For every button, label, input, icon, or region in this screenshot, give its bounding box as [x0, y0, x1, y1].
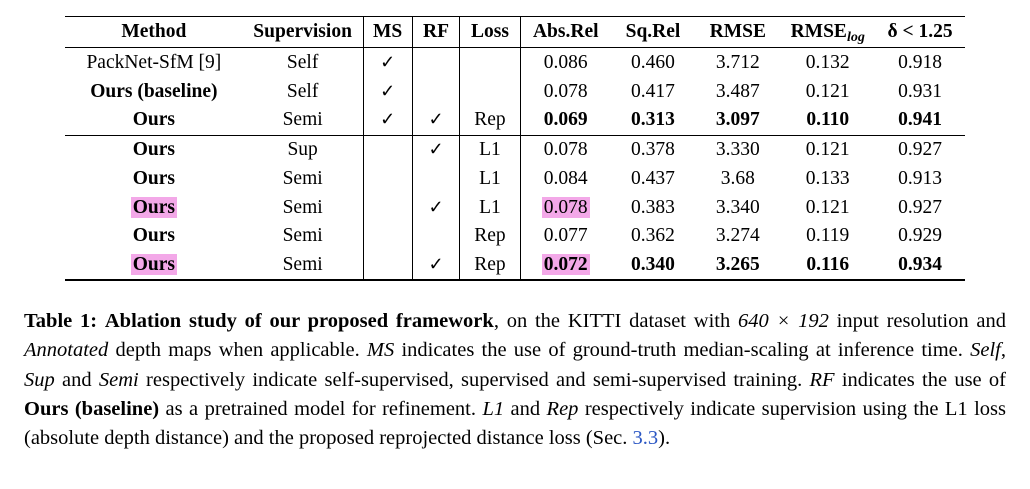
cell-absrel: 0.078	[520, 77, 611, 106]
cell-rmse: 3.487	[715, 80, 760, 102]
cell-loss	[460, 77, 520, 106]
col-header-supervision: Supervision	[243, 17, 363, 48]
caption-label: Table 1:	[24, 310, 98, 333]
cell-rmse-log: 0.110	[806, 109, 850, 131]
cell-supervision: Self	[243, 48, 363, 77]
cell-loss: Rep	[460, 222, 520, 251]
cell-supervision: Semi	[282, 225, 323, 247]
col-header-sqrel: Sq.Rel	[611, 17, 695, 48]
ablation-table-container	[65, 10, 965, 281]
cell-method: Ours	[132, 167, 175, 189]
cell-ms	[363, 193, 412, 222]
ablation-table	[65, 16, 965, 281]
cell-method: PackNet-SfM [9]	[65, 48, 243, 77]
caption-self: Self	[970, 339, 1001, 362]
table-body-group-2	[65, 135, 965, 280]
cell-loss: L1	[460, 193, 520, 222]
caption-and-2: and	[504, 397, 547, 420]
cell-sqrel: 0.313	[631, 109, 675, 131]
cell-loss: Rep	[460, 106, 520, 135]
cell-ms: ✓	[363, 77, 412, 106]
col-header-loss: Loss	[460, 17, 520, 48]
caption-l1-symbol: L1	[482, 397, 505, 420]
col-header-method: Method	[65, 17, 243, 48]
cell-rmse-log: 0.132	[780, 48, 875, 77]
caption-s1: , on the KITTI dataset with	[493, 310, 739, 333]
col-header-rmse-log	[780, 17, 875, 48]
table-header	[65, 17, 965, 48]
cell-method: Ours	[65, 135, 243, 164]
cell-rf	[412, 48, 460, 77]
table-caption	[24, 307, 1006, 453]
cell-absrel	[520, 193, 611, 222]
cell-loss: L1	[460, 164, 520, 193]
cell-delta: 0.934	[875, 251, 965, 281]
cell-delta: 0.918	[875, 48, 965, 77]
cell-absrel: 0.069	[520, 106, 611, 135]
caption-s8: respectively indicate supervision using the L1 loss (absolute depth distance) and the proposed reprojected distance loss (Sec.	[24, 397, 1006, 449]
caption-ms-symbol: MS	[366, 339, 395, 362]
cell-delta: 0.927	[875, 135, 965, 164]
cell-method-highlight: Ours	[132, 196, 175, 218]
cell-rmse-log: 0.133	[805, 167, 850, 189]
cell-rmse: 3.340	[715, 196, 760, 218]
cell-loss: Rep	[460, 251, 520, 281]
caption-title: Ablation study of our proposed framework	[104, 310, 494, 333]
caption-ours-baseline: Ours (baseline)	[24, 397, 160, 420]
table-row	[65, 164, 965, 193]
cell-loss	[460, 48, 520, 77]
cell-rmse: 3.097	[715, 109, 760, 131]
cell-ms	[363, 222, 412, 251]
cell-rmse: 3.68	[720, 167, 755, 189]
cell-absrel-highlight: 0.072	[543, 254, 588, 276]
cell-rmse-log: 0.116	[780, 251, 875, 281]
caption-comma-1: ,	[1000, 339, 1006, 362]
cell-rmse-log: 0.121	[780, 135, 875, 164]
caption-s2: input resolution and	[828, 310, 1006, 333]
cell-delta: 0.929	[898, 225, 942, 247]
cell-method	[65, 193, 243, 222]
cell-rmse-log: 0.121	[805, 196, 850, 218]
caption-s7: as a pretrained model for refinement.	[159, 397, 483, 420]
table-body-group-1	[65, 48, 965, 135]
col-header-rf: RF	[412, 17, 460, 48]
caption-annotated: Annotated	[24, 339, 109, 362]
table-row	[65, 222, 965, 251]
caption-s5: respectively indicate self-supervised, supervised and semi-supervised training.	[138, 368, 810, 391]
cell-supervision: Semi	[282, 167, 323, 189]
rmse-log-subscript: log	[846, 28, 865, 45]
cell-rf: ✓	[412, 251, 460, 281]
cell-supervision: Sup	[243, 135, 363, 164]
caption-and-1: and	[54, 368, 99, 391]
table-row	[65, 251, 965, 281]
cell-ms	[363, 135, 412, 164]
cell-sqrel: 0.460	[611, 48, 695, 77]
cell-supervision: Semi	[282, 196, 323, 218]
caption-rep-symbol: Rep	[546, 397, 579, 420]
cell-absrel-highlight: 0.078	[543, 196, 588, 218]
caption-rf-symbol: RF	[809, 368, 835, 391]
cell-delta: 0.927	[898, 196, 942, 218]
rmse-log-base: RMSE	[790, 20, 847, 42]
cell-method: Ours (baseline)	[90, 80, 218, 102]
cell-delta: 0.941	[898, 109, 942, 131]
cell-sqrel: 0.362	[631, 225, 675, 247]
cell-supervision: Semi	[243, 251, 363, 281]
cell-absrel: 0.077	[520, 222, 611, 251]
cell-rf	[412, 222, 460, 251]
cell-sqrel: 0.378	[611, 135, 695, 164]
table-row	[65, 77, 965, 106]
caption-sup: Sup	[24, 368, 55, 391]
cell-absrel: 0.078	[520, 135, 611, 164]
cell-rmse: 3.274	[715, 225, 760, 247]
cell-ms	[363, 251, 412, 281]
cell-method-highlight: Ours	[132, 254, 175, 276]
cell-rmse-log: 0.121	[805, 80, 850, 102]
cell-rf: ✓	[412, 106, 460, 135]
cell-absrel: 0.086	[520, 48, 611, 77]
cell-ms: ✓	[363, 106, 412, 135]
cell-rmse: 3.330	[695, 135, 780, 164]
cell-rf	[412, 77, 460, 106]
cell-delta: 0.913	[898, 167, 942, 189]
cell-sqrel: 0.383	[631, 196, 675, 218]
col-header-delta: δ < 1.25	[875, 17, 965, 48]
cell-rf: ✓	[412, 193, 460, 222]
caption-s9: ).	[658, 426, 671, 449]
table-row	[65, 48, 965, 77]
caption-s4: indicates the use of ground-truth median-scaling at inference time.	[394, 339, 971, 362]
cell-absrel: 0.084	[520, 164, 611, 193]
caption-s3: depth maps when applicable.	[108, 339, 367, 362]
cell-sqrel: 0.417	[631, 80, 675, 102]
cell-rf	[412, 164, 460, 193]
cell-rmse: 3.712	[695, 48, 780, 77]
cell-supervision: Self	[286, 80, 319, 102]
cell-supervision: Semi	[282, 109, 323, 131]
cell-absrel	[520, 251, 611, 281]
col-header-rmse: RMSE	[695, 17, 780, 48]
cell-rmse-log: 0.119	[806, 225, 850, 247]
cell-delta: 0.931	[898, 80, 942, 102]
header-row	[65, 17, 965, 48]
cell-loss: L1	[460, 135, 520, 164]
caption-section-link[interactable]: 3.3	[632, 426, 659, 449]
table-row	[65, 106, 965, 135]
cell-method: Ours	[132, 109, 175, 131]
cell-sqrel: 0.437	[631, 167, 675, 189]
cell-rf: ✓	[412, 135, 460, 164]
caption-resolution: 640 × 192	[738, 310, 829, 333]
caption-s6: indicates the use of	[834, 368, 1006, 391]
cell-ms: ✓	[363, 48, 412, 77]
cell-ms	[363, 164, 412, 193]
table-row	[65, 193, 965, 222]
cell-method	[65, 251, 243, 281]
col-header-ms: MS	[363, 17, 412, 48]
cell-sqrel: 0.340	[611, 251, 695, 281]
cell-rmse: 3.265	[695, 251, 780, 281]
table-row	[65, 135, 965, 164]
col-header-absrel: Abs.Rel	[520, 17, 611, 48]
caption-semi: Semi	[98, 368, 139, 391]
cell-method: Ours	[132, 225, 175, 247]
